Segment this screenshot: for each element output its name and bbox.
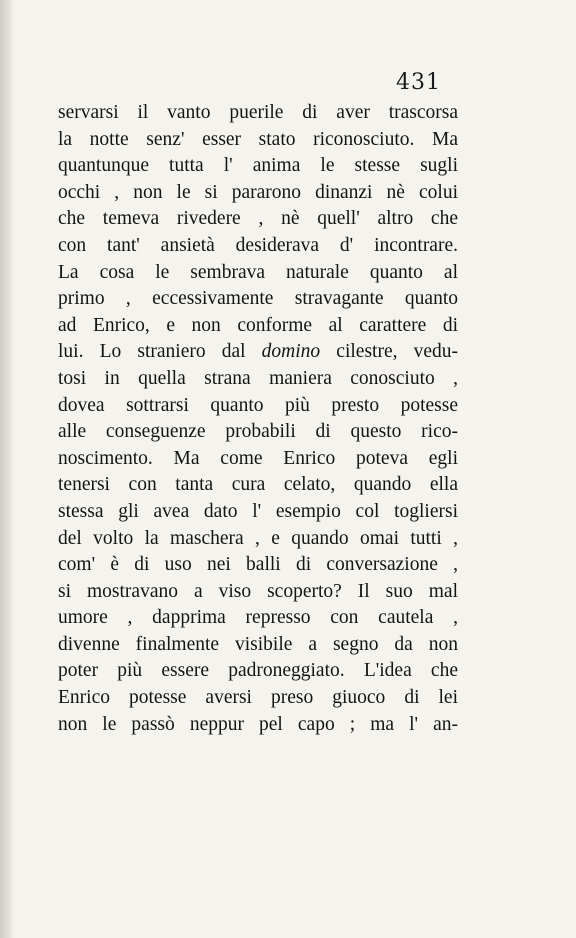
- text-line: che temeva rivedere , nè quell' altro che: [58, 208, 458, 230]
- page-number: 431: [396, 70, 441, 95]
- text-line: stessa gli avea dato l' esempio col togliersi: [58, 500, 458, 522]
- text-line: ad Enrico, e non conforme al carattere di: [58, 314, 458, 336]
- text-line: del volto la maschera , e quando omai tutti ,: [58, 527, 458, 549]
- text-segment: cilestre, vedu-: [336, 341, 458, 363]
- text-line: divenne finalmente visibile a segno da non: [58, 633, 458, 655]
- text-line: La cosa le sembrava naturale quanto al: [58, 261, 458, 283]
- text-segment: lui. Lo straniero dal: [58, 341, 246, 363]
- text-line-with-italic: [58, 339, 458, 366]
- text-line: primo , eccessivamente stravagante quanto: [58, 288, 458, 310]
- text-line: dovea sottrarsi quanto più presto potesse: [58, 394, 458, 416]
- text-line: alle conseguenze probabili di questo rico-: [58, 421, 458, 443]
- text-line: non le passò neppur pel capo ; ma l' an-: [58, 713, 458, 735]
- text-line: la notte senz' esser stato riconosciuto. Ma: [58, 128, 458, 150]
- text-line: umore , dapprima represso con cautela ,: [58, 607, 458, 629]
- text-line: occhi , non le si pararono dinanzi nè colui: [58, 181, 458, 203]
- text-line: Enrico potesse aversi preso giuoco di lei: [58, 687, 458, 709]
- text-line: com' è di uso nei balli di conversazione ,: [58, 554, 458, 576]
- text-line: quantunque tutta l' anima le stesse sugli: [58, 155, 458, 177]
- page-binding-edge: [0, 0, 14, 938]
- text-line: noscimento. Ma come Enrico poteva egli: [58, 447, 458, 469]
- italic-word: domino: [261, 341, 321, 363]
- text-line: poter più essere padroneggiato. L'idea che: [58, 660, 458, 682]
- text-line: si mostravano a viso scoperto? Il suo mal: [58, 580, 458, 602]
- text-line: con tant' ansietà desiderava d' incontrare.: [58, 234, 458, 256]
- text-line: servarsi il vanto puerile di aver trascorsa: [58, 102, 458, 123]
- text-line: tosi in quella strana maniera conosciuto ,: [58, 367, 458, 389]
- body-text: [58, 100, 458, 738]
- text-line: tenersi con tanta cura celato, quando ella: [58, 474, 458, 496]
